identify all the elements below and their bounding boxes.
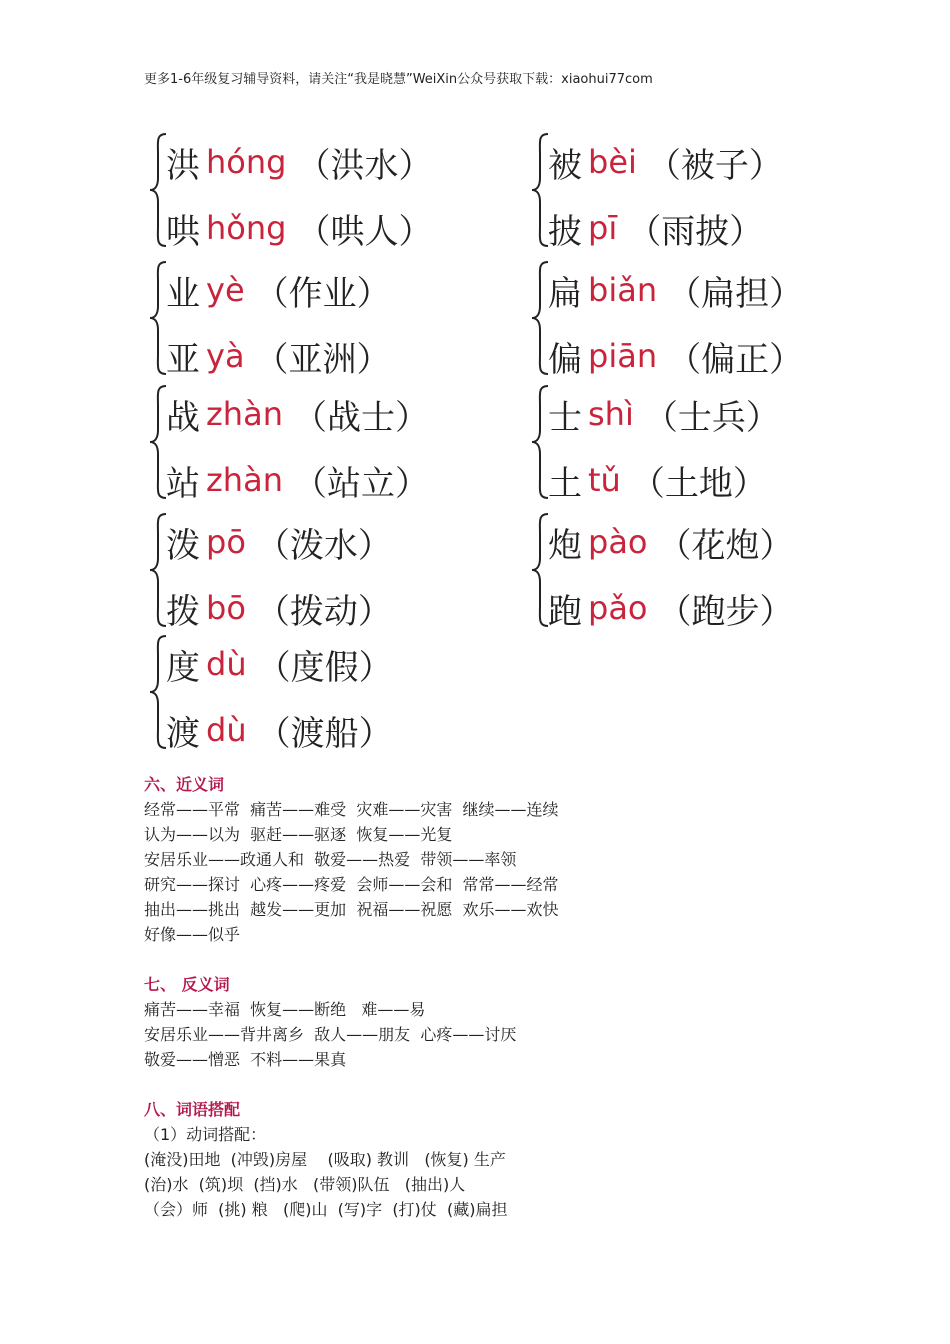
- pinyin-entry: 洪 hóng （ 洪水 ）: [166, 136, 432, 188]
- pinyin-entry: 战 zhàn （ 战士 ）: [166, 388, 429, 440]
- pinyin-group: [148, 632, 468, 752]
- pinyin: yà: [206, 337, 245, 375]
- example-word: 士兵: [677, 397, 746, 438]
- pinyin-entry: 土 tǔ （ 土地 ）: [548, 454, 767, 506]
- pinyin: biǎn: [588, 271, 658, 309]
- pinyin-entry: 士 shì （ 士兵 ）: [548, 388, 780, 440]
- character: 哄: [166, 211, 200, 252]
- synonym-row: 认为——以为 驱赶——驱逐 恢复——光复: [144, 825, 453, 844]
- pinyin: dù: [206, 645, 247, 683]
- antonyms-title: 七、 反义词: [144, 975, 230, 994]
- pinyin-entry: 哄 hǒng （ 哄人 ）: [166, 202, 432, 254]
- example-word: 雨披: [661, 211, 730, 252]
- example-word: 渡船: [290, 713, 359, 754]
- pinyin: pǎo: [588, 589, 648, 627]
- example-word: 度假: [290, 647, 359, 688]
- collocations-title: 八、词语搭配: [144, 1100, 241, 1119]
- pinyin-group: [148, 510, 468, 630]
- pinyin-entry: 站 zhàn （ 站立 ）: [166, 454, 429, 506]
- pinyin-group: [530, 258, 850, 378]
- pinyin: bō: [206, 589, 246, 627]
- example-word: 亚洲: [288, 339, 357, 380]
- pinyin-entry: 跑 pǎo （ 跑步 ）: [548, 582, 794, 634]
- synonym-row: 安居乐业——政通人和 敬爱——热爱 带领——率领: [144, 850, 517, 869]
- example-word: 被子: [680, 145, 749, 186]
- pinyin: pī: [588, 209, 618, 247]
- pinyin-group: [530, 510, 850, 630]
- collocation-row: (淹没)田地 (冲毁)房屋 (吸取) 教训 (恢复) 生产: [144, 1150, 506, 1169]
- antonym-row: 安居乐业——背井离乡 敌人——朋友 心疼——讨厌: [144, 1025, 517, 1044]
- character: 炮: [548, 525, 582, 566]
- synonym-row: 研究——探讨 心疼——疼爱 会师——会和 常常——经常: [144, 875, 559, 894]
- pinyin: pō: [206, 523, 246, 561]
- collocations-section: [144, 1097, 507, 1222]
- pinyin-entry: 扁 biǎn （ 扁担 ）: [548, 264, 803, 316]
- collocation-row: （1）动词搭配：: [144, 1125, 267, 1144]
- example-word: 战士: [326, 397, 395, 438]
- example-word: 扁担: [701, 273, 770, 314]
- example-word: 花炮: [691, 525, 760, 566]
- page-header: 更多1-6年级复习辅导资料，请关注“我是晓慧”WeiXin公众号获取下载：xiaohui77com: [144, 72, 653, 87]
- example-word: 跑步: [691, 591, 760, 632]
- synonym-row: 抽出——挑出 越发——更加 祝福——祝愿 欢乐——欢快: [144, 900, 559, 919]
- pinyin-entry: 炮 pào （ 花炮 ）: [548, 516, 794, 568]
- character: 业: [166, 273, 200, 314]
- pinyin: zhàn: [206, 461, 283, 499]
- character: 土: [548, 463, 582, 504]
- synonym-row: 好像——似乎: [144, 925, 241, 944]
- character: 站: [166, 463, 200, 504]
- character: 亚: [166, 339, 200, 380]
- pinyin: bèi: [588, 143, 637, 181]
- pinyin-entry: 被 bèi （ 被子 ）: [548, 136, 783, 188]
- example-word: 土地: [664, 463, 733, 504]
- example-word: 站立: [326, 463, 395, 504]
- synonym-row: 经常——平常 痛苦——难受 灾难——灾害 继续——连续: [144, 800, 559, 819]
- pinyin: shì: [588, 395, 634, 433]
- pinyin-group: [148, 258, 468, 378]
- example-word: 泼水: [289, 525, 358, 566]
- pinyin: hǒng: [206, 209, 287, 247]
- antonym-row: 敬爱——憎恶 不料——果真: [144, 1050, 347, 1069]
- character: 渡: [166, 713, 200, 754]
- example-word: 偏正: [701, 339, 770, 380]
- pinyin: pào: [588, 523, 648, 561]
- pinyin: piān: [588, 337, 658, 375]
- pinyin: dù: [206, 711, 247, 749]
- pinyin: zhàn: [206, 395, 283, 433]
- character: 偏: [548, 339, 582, 380]
- pinyin: tǔ: [588, 461, 621, 499]
- character: 被: [548, 145, 582, 186]
- character: 度: [166, 647, 200, 688]
- pinyin-entry: 披 pī （ 雨披 ）: [548, 202, 763, 254]
- pinyin-entry: 偏 piān （ 偏正 ）: [548, 330, 803, 382]
- pinyin: yè: [206, 271, 245, 309]
- pinyin-group: [148, 130, 468, 250]
- example-word: 拨动: [289, 591, 358, 632]
- pinyin-group: [530, 130, 850, 250]
- pinyin: hóng: [206, 143, 287, 181]
- example-word: 作业: [288, 273, 357, 314]
- pinyin-entry: 拨 bō （ 拨动 ）: [166, 582, 392, 634]
- character: 泼: [166, 525, 200, 566]
- pinyin-entry: 渡 dù （ 渡船 ）: [166, 704, 393, 756]
- character: 士: [548, 397, 582, 438]
- pinyin-entry: 度 dù （ 度假 ）: [166, 638, 393, 690]
- character: 拨: [166, 591, 200, 632]
- pinyin-entry: 业 yè （ 作业 ）: [166, 264, 391, 316]
- character: 战: [166, 397, 200, 438]
- character: 披: [548, 211, 582, 252]
- example-word: 洪水: [330, 145, 399, 186]
- pinyin-group: [148, 382, 468, 502]
- example-word: 哄人: [330, 211, 399, 252]
- collocation-row: (治)水 (筑)坝 (挡)水 (带领)队伍 (抽出)人: [144, 1175, 466, 1194]
- character: 洪: [166, 145, 200, 186]
- pinyin-entry: 泼 pō （ 泼水 ）: [166, 516, 392, 568]
- antonyms-section: [144, 972, 516, 1072]
- synonyms-title: 六、近义词: [144, 775, 225, 794]
- character: 扁: [548, 273, 582, 314]
- synonyms-section: [144, 772, 559, 947]
- pinyin-entry: 亚 yà （ 亚洲 ）: [166, 330, 391, 382]
- collocation-row: （会）师 (挑) 粮 (爬)山 (写)字 (打)仗 (藏)扁担: [144, 1200, 508, 1219]
- pinyin-group: [530, 382, 850, 502]
- character: 跑: [548, 591, 582, 632]
- antonym-row: 痛苦——幸福 恢复——断绝 难——易: [144, 1000, 426, 1019]
